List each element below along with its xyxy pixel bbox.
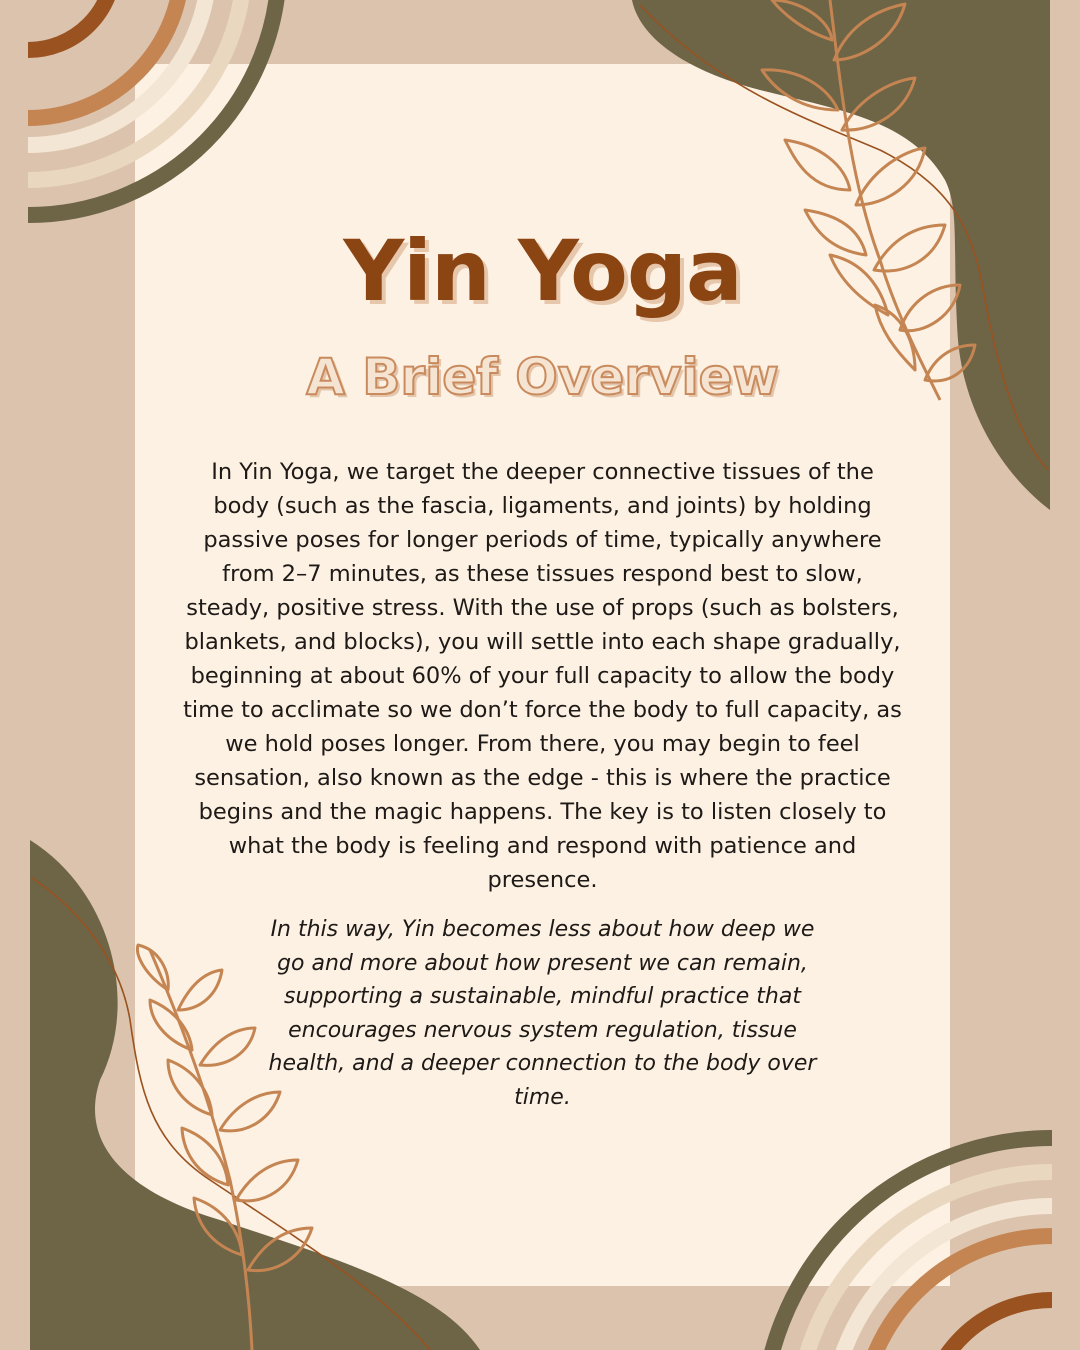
page-title: Yin Yoga [343,222,742,320]
content-area [135,0,950,1350]
page-subtitle: A Brief Overview [306,348,779,406]
overview-paragraph: In Yin Yoga, we target the deeper connective tissues of the body (such as the fascia, ligaments, and joints) by holding passive poses for longer periods of time, typically anywhere from 2–7 minutes, as these tissues respond best to slow, steady, positive stress. With the use of props (such as bolsters, blankets, and blocks), you will settle into each shape gradually, beginning at about 60% of your full capacity to allow the body time to acclimate so we don’t force the body to full capacity, as we hold poses longer. From there, you may begin to feel sensation, also known as the edge - this is where the practice begins and the magic happens. The key is to listen closely to what the body is feeling and respond with patience and presence. [183,459,902,893]
closing-quote: In this way, Yin becomes less about how deep we go and more about how present we can remain, supporting a sustainable, mindful practice that encourages nervous system regulation, tissue health, and a deeper connection to the body over time. [268,917,817,1110]
